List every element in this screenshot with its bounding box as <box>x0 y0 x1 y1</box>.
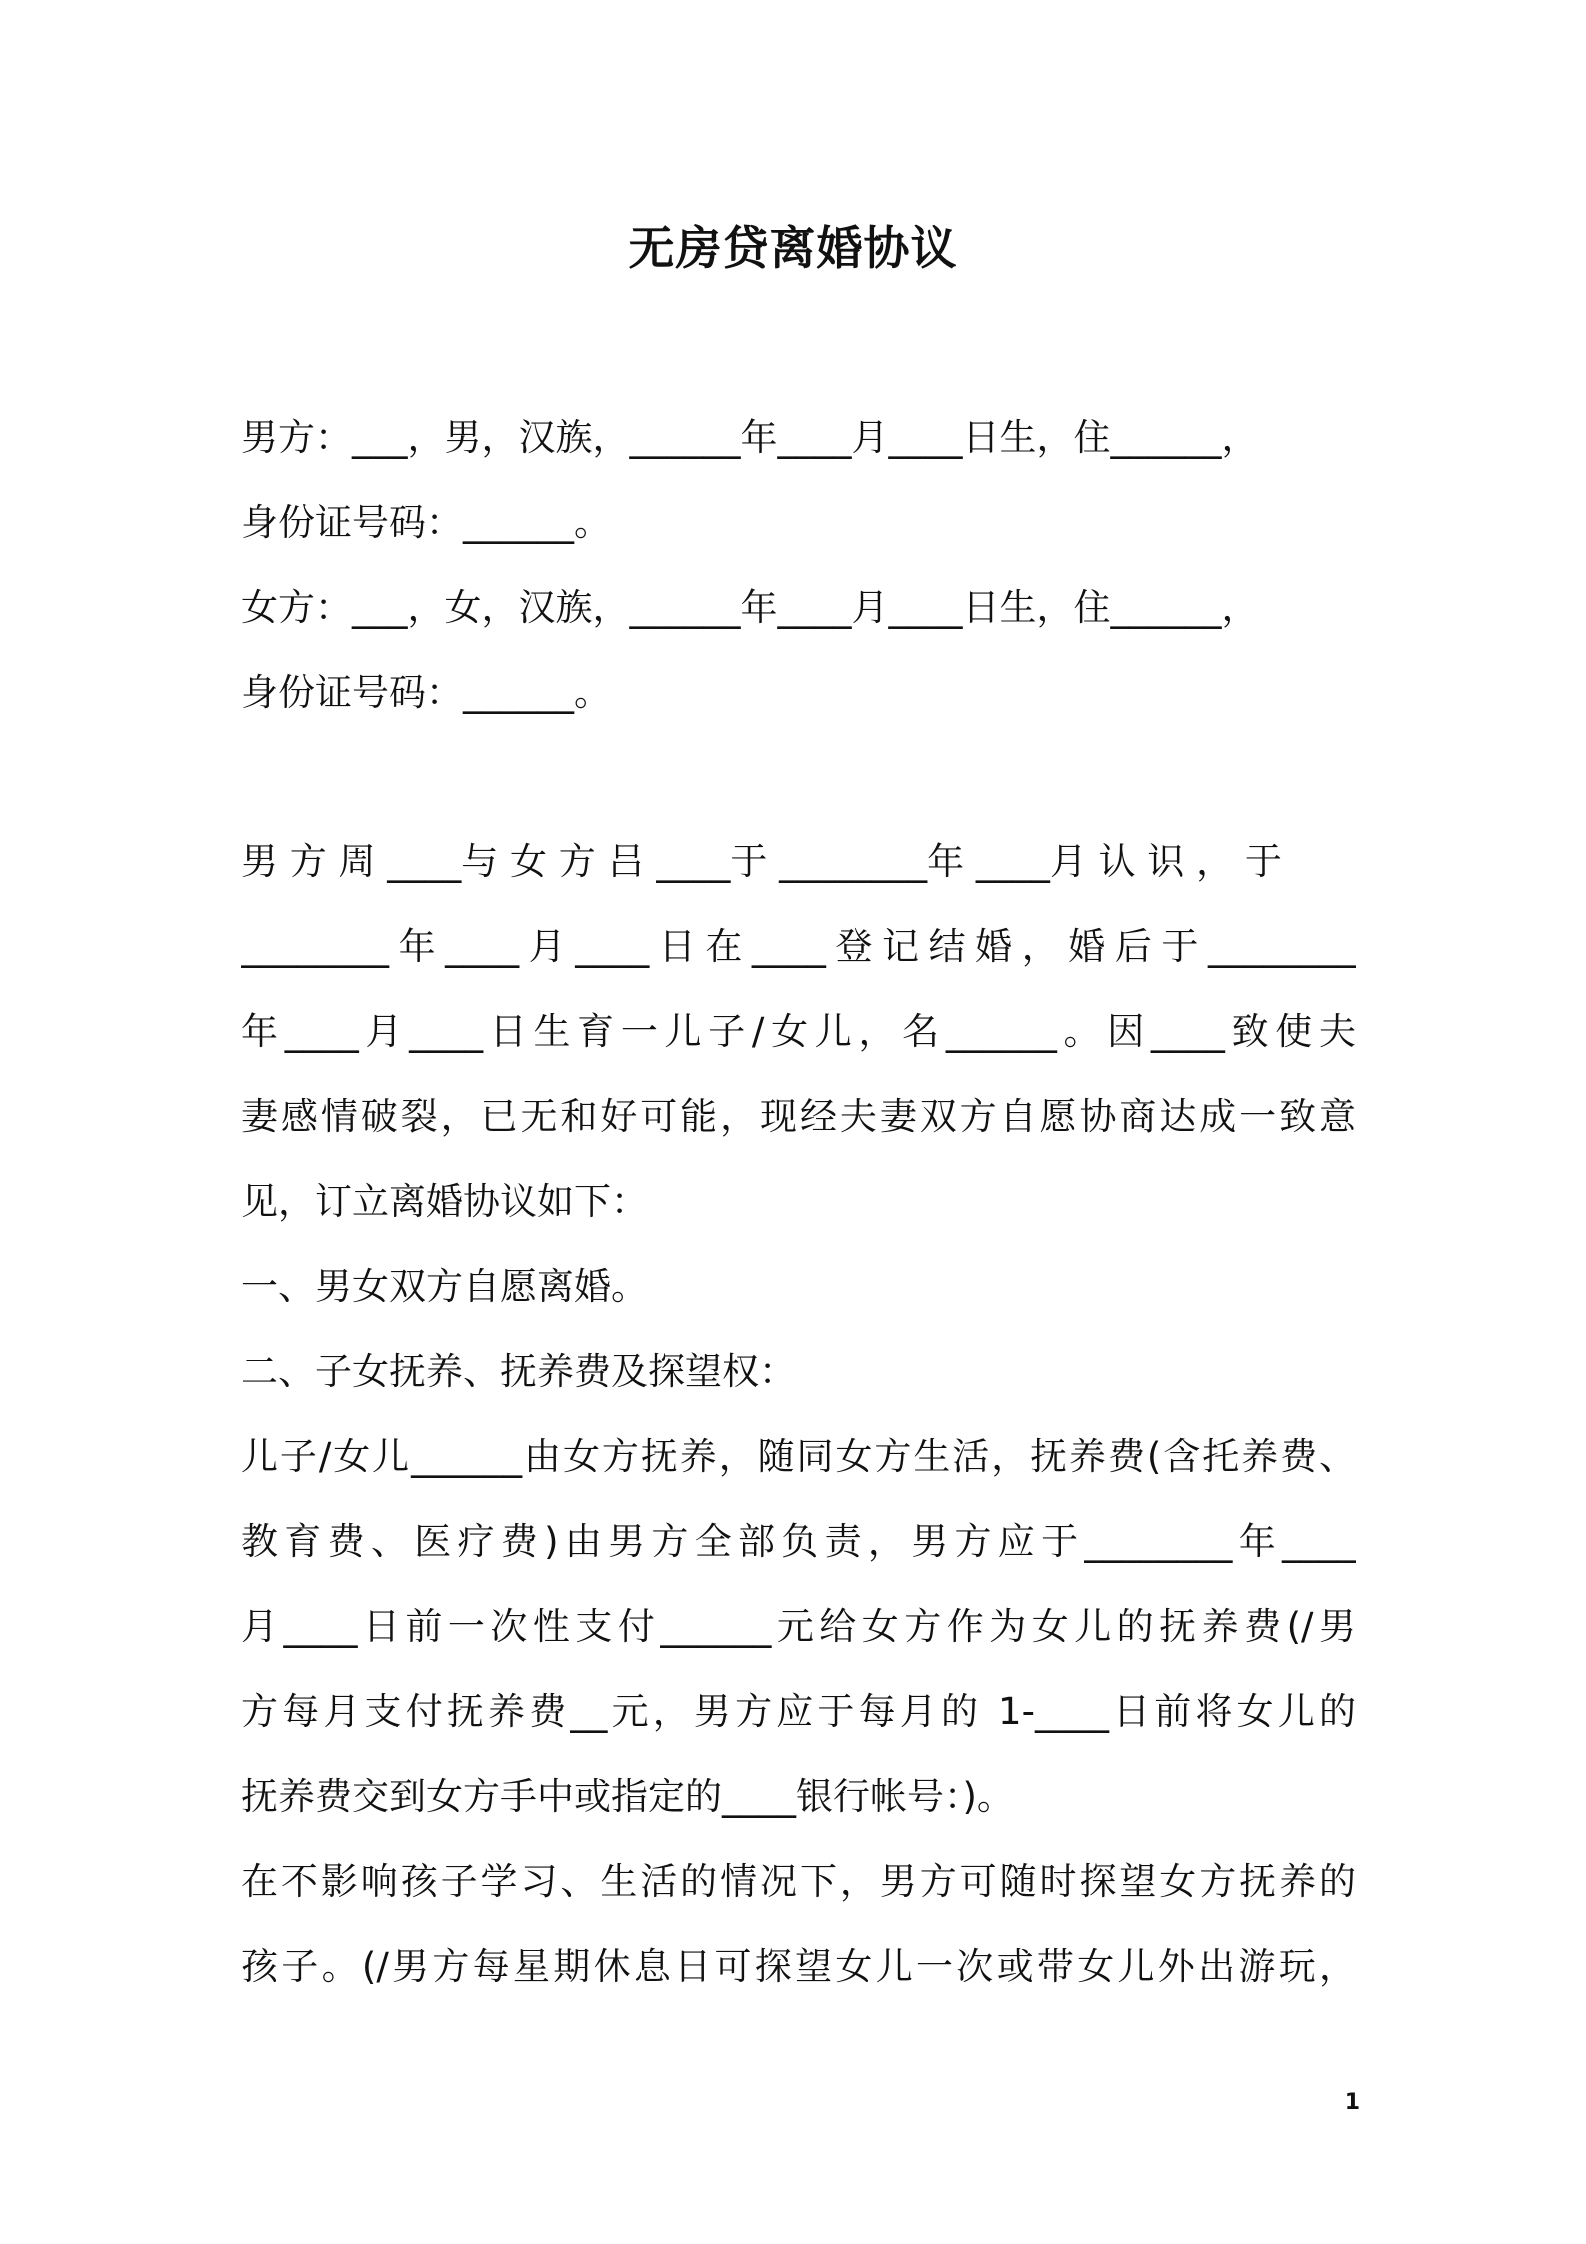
text-line-male-info: 男方：___，男，汉族，______年____月____日生，住______， <box>241 416 1259 459</box>
text-line-paragraph: 男 方 周 ____与 女 方 吕 ____于 ________年 ____月 认 识 ， 于 <box>241 840 1282 883</box>
text-line-paragraph: 儿子/女儿______由女方抚养，随同女方生活，抚养费(含托养费、 <box>241 1435 1356 1478</box>
text-line-male-id: 身份证号码：______。 <box>241 501 611 544</box>
text-line-paragraph: 教育费、医疗费)由男方全部负责，男方应于________年____ <box>241 1520 1356 1563</box>
text-line-female-id: 身份证号码：______。 <box>241 671 611 714</box>
text-line-paragraph: 抚养费交到女方手中或指定的____银行帐号：)。 <box>241 1775 1014 1818</box>
clause-heading-one: 一、男女双方自愿离婚。 <box>241 1265 648 1308</box>
page-number: 1 <box>1344 2090 1360 2115</box>
text-line-paragraph: 方每月支付抚养费__元，男方应于每月的 1-____日前将女儿的 <box>241 1690 1356 1733</box>
text-line-paragraph: 年____月____日生育一儿子/女儿，名______。因____致使夫 <box>241 1010 1356 1053</box>
text-line-paragraph: 在不影响孩子学习、生活的情况下，男方可随时探望女方抚养的 <box>241 1860 1356 1903</box>
text-line-paragraph: 见，订立离婚协议如下： <box>241 1180 648 1223</box>
text-line-paragraph: ________年____月____日在____登记结婚，婚后于________ <box>241 925 1356 968</box>
text-line-paragraph: 月____日前一次性支付______元给女方作为女儿的抚养费(/男 <box>241 1605 1356 1648</box>
text-line-female-info: 女方：___，女，汉族，______年____月____日生，住______， <box>241 586 1259 629</box>
text-line-paragraph: 孩子。(/男方每星期休息日可探望女儿一次或带女儿外出游玩， <box>241 1945 1356 1988</box>
clause-heading-two: 二、子女抚养、抚养费及探望权： <box>241 1350 796 1393</box>
document-title: 无房贷离婚协议 <box>628 221 958 275</box>
text-line-paragraph: 妻感情破裂，已无和好可能，现经夫妻双方自愿协商达成一致意 <box>241 1095 1356 1138</box>
